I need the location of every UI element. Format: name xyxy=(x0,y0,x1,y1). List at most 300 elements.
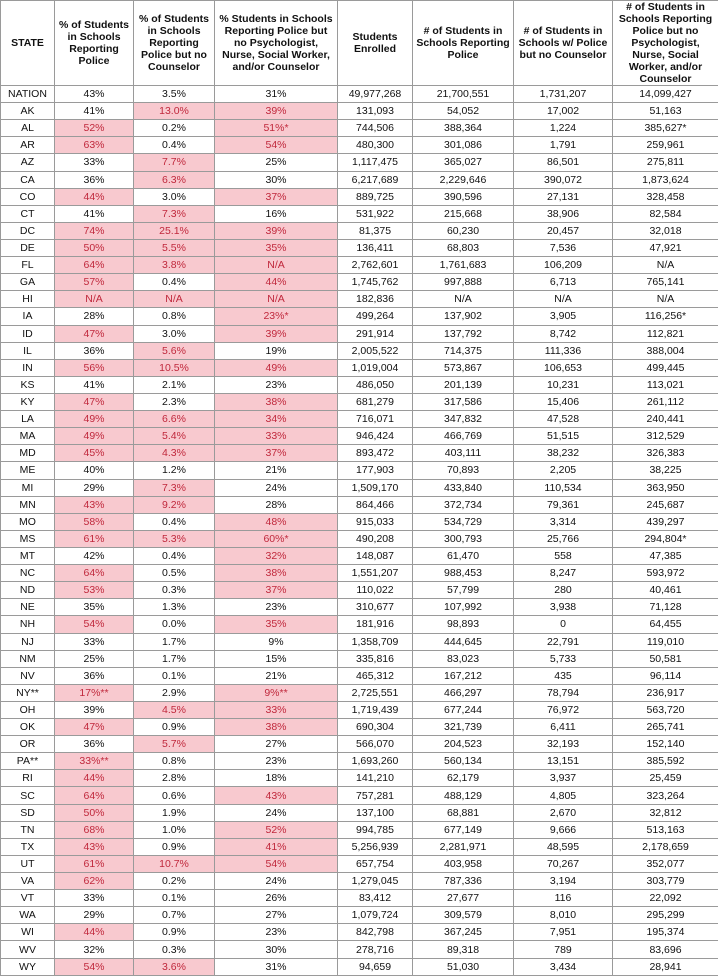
cell-pct-police: 50% xyxy=(55,239,134,256)
cell-num-police-no-support: 265,741 xyxy=(613,719,718,736)
cell-num-police: 997,888 xyxy=(413,274,514,291)
cell-students-enrolled: 2,005,522 xyxy=(338,342,413,359)
cell-num-police-no-support: 303,779 xyxy=(613,873,718,890)
cell-students-enrolled: 994,785 xyxy=(338,821,413,838)
cell-num-police: 62,179 xyxy=(413,770,514,787)
cell-pct-police-no-support: 18% xyxy=(215,770,338,787)
table-row xyxy=(1,873,718,890)
cell-pct-police-no-support: 38% xyxy=(215,565,338,582)
cell-pct-police-no-counselor: 0.4% xyxy=(134,274,215,291)
cell-students-enrolled: 480,300 xyxy=(338,137,413,154)
cell-num-police: 388,364 xyxy=(413,120,514,137)
cell-state: AZ xyxy=(1,154,55,171)
cell-num-police-no-support: 513,163 xyxy=(613,821,718,838)
cell-pct-police-no-support: 60%* xyxy=(215,530,338,547)
header-pct-police: % of Students in Schools Reporting Police xyxy=(55,1,134,86)
cell-students-enrolled: 141,210 xyxy=(338,770,413,787)
cell-pct-police-no-support: 43% xyxy=(215,787,338,804)
cell-pct-police: 64% xyxy=(55,257,134,274)
cell-num-police: 714,375 xyxy=(413,342,514,359)
cell-state: IN xyxy=(1,359,55,376)
cell-pct-police: 40% xyxy=(55,462,134,479)
cell-students-enrolled: 1,719,439 xyxy=(338,701,413,718)
cell-pct-police-no-counselor: 0.9% xyxy=(134,924,215,941)
cell-num-police: 444,645 xyxy=(413,633,514,650)
cell-num-police: 403,111 xyxy=(413,445,514,462)
cell-pct-police-no-counselor: 3.5% xyxy=(134,86,215,103)
table-row xyxy=(1,445,718,462)
cell-state: ME xyxy=(1,462,55,479)
table-row xyxy=(1,308,718,325)
cell-num-police-no-counselor: 5,733 xyxy=(514,650,613,667)
cell-state: KY xyxy=(1,393,55,410)
cell-num-police-no-counselor: 558 xyxy=(514,547,613,564)
cell-num-police-no-support: 32,812 xyxy=(613,804,718,821)
cell-state: GA xyxy=(1,274,55,291)
cell-num-police-no-counselor: 78,794 xyxy=(514,684,613,701)
cell-num-police: 98,893 xyxy=(413,616,514,633)
cell-num-police-no-counselor: 3,194 xyxy=(514,873,613,890)
cell-pct-police: 41% xyxy=(55,376,134,393)
cell-state: NE xyxy=(1,599,55,616)
cell-num-police-no-support: 25,459 xyxy=(613,770,718,787)
cell-students-enrolled: 889,725 xyxy=(338,188,413,205)
cell-pct-police: 33% xyxy=(55,154,134,171)
cell-students-enrolled: 310,677 xyxy=(338,599,413,616)
cell-num-police: 365,027 xyxy=(413,154,514,171)
cell-state: MI xyxy=(1,479,55,496)
cell-pct-police: 41% xyxy=(55,103,134,120)
cell-state: VT xyxy=(1,890,55,907)
table-row xyxy=(1,222,718,239)
table-row xyxy=(1,838,718,855)
cell-pct-police: 74% xyxy=(55,222,134,239)
cell-pct-police-no-support: 23% xyxy=(215,376,338,393)
cell-num-police-no-counselor: 3,905 xyxy=(514,308,613,325)
cell-pct-police-no-support: 39% xyxy=(215,325,338,342)
cell-num-police-no-support: 326,383 xyxy=(613,445,718,462)
cell-num-police-no-counselor: 9,666 xyxy=(514,821,613,838)
table-row xyxy=(1,582,718,599)
cell-students-enrolled: 490,208 xyxy=(338,530,413,547)
cell-state: LA xyxy=(1,411,55,428)
cell-pct-police-no-support: 35% xyxy=(215,616,338,633)
cell-state: AR xyxy=(1,137,55,154)
cell-pct-police: 43% xyxy=(55,86,134,103)
cell-students-enrolled: 757,281 xyxy=(338,787,413,804)
cell-num-police-no-support: 323,264 xyxy=(613,787,718,804)
cell-state: RI xyxy=(1,770,55,787)
cell-pct-police-no-counselor: 0.7% xyxy=(134,907,215,924)
cell-students-enrolled: 1,745,762 xyxy=(338,274,413,291)
cell-pct-police: 54% xyxy=(55,616,134,633)
cell-num-police-no-support: 38,225 xyxy=(613,462,718,479)
cell-students-enrolled: 291,914 xyxy=(338,325,413,342)
cell-pct-police-no-counselor: 3.8% xyxy=(134,257,215,274)
cell-num-police: 137,902 xyxy=(413,308,514,325)
cell-state: CA xyxy=(1,171,55,188)
cell-num-police-no-support: 47,385 xyxy=(613,547,718,564)
cell-num-police-no-support: 328,458 xyxy=(613,188,718,205)
cell-num-police-no-counselor: 111,336 xyxy=(514,342,613,359)
cell-pct-police-no-counselor: 1.7% xyxy=(134,650,215,667)
cell-state: IL xyxy=(1,342,55,359)
cell-num-police-no-support: 28,941 xyxy=(613,958,718,975)
cell-num-police: 215,668 xyxy=(413,205,514,222)
cell-state: NC xyxy=(1,565,55,582)
cell-num-police-no-support: 385,592 xyxy=(613,753,718,770)
cell-students-enrolled: 6,217,689 xyxy=(338,171,413,188)
cell-state: CT xyxy=(1,205,55,222)
cell-state: FL xyxy=(1,257,55,274)
cell-num-police-no-counselor: 51,515 xyxy=(514,428,613,445)
cell-num-police: 347,832 xyxy=(413,411,514,428)
cell-students-enrolled: 1,693,260 xyxy=(338,753,413,770)
cell-pct-police-no-counselor: 0.0% xyxy=(134,616,215,633)
cell-num-police-no-counselor: 390,072 xyxy=(514,171,613,188)
cell-num-police: 167,212 xyxy=(413,667,514,684)
cell-num-police-no-counselor: 3,937 xyxy=(514,770,613,787)
table-row xyxy=(1,565,718,582)
cell-pct-police: 43% xyxy=(55,496,134,513)
table-row xyxy=(1,667,718,684)
cell-num-police: 300,793 xyxy=(413,530,514,547)
cell-num-police-no-counselor: 7,536 xyxy=(514,239,613,256)
table-row xyxy=(1,804,718,821)
cell-students-enrolled: 2,762,601 xyxy=(338,257,413,274)
cell-pct-police-no-counselor: N/A xyxy=(134,291,215,308)
cell-state: NH xyxy=(1,616,55,633)
cell-state: MA xyxy=(1,428,55,445)
cell-pct-police: 36% xyxy=(55,736,134,753)
cell-num-police-no-counselor: 8,247 xyxy=(514,565,613,582)
cell-state: UT xyxy=(1,855,55,872)
cell-num-police-no-counselor: 38,232 xyxy=(514,445,613,462)
cell-num-police: 573,867 xyxy=(413,359,514,376)
cell-students-enrolled: 744,506 xyxy=(338,120,413,137)
cell-pct-police-no-support: 37% xyxy=(215,445,338,462)
cell-pct-police-no-counselor: 10.7% xyxy=(134,855,215,872)
cell-state: NATION xyxy=(1,86,55,103)
cell-state: CO xyxy=(1,188,55,205)
cell-num-police-no-counselor: N/A xyxy=(514,291,613,308)
cell-pct-police: 68% xyxy=(55,821,134,838)
cell-pct-police: 56% xyxy=(55,359,134,376)
cell-pct-police-no-support: N/A xyxy=(215,291,338,308)
cell-students-enrolled: 278,716 xyxy=(338,941,413,958)
table-row xyxy=(1,86,718,103)
table-row xyxy=(1,154,718,171)
cell-num-police: 301,086 xyxy=(413,137,514,154)
cell-num-police-no-counselor: 15,406 xyxy=(514,393,613,410)
cell-students-enrolled: 1,358,709 xyxy=(338,633,413,650)
cell-pct-police: 52% xyxy=(55,120,134,137)
cell-num-police-no-support: 240,441 xyxy=(613,411,718,428)
cell-pct-police: 61% xyxy=(55,530,134,547)
cell-num-police: 2,229,646 xyxy=(413,171,514,188)
cell-state: AK xyxy=(1,103,55,120)
cell-students-enrolled: 1,019,004 xyxy=(338,359,413,376)
cell-num-police: 677,244 xyxy=(413,701,514,718)
cell-state: KS xyxy=(1,376,55,393)
cell-students-enrolled: 335,816 xyxy=(338,650,413,667)
cell-num-police-no-support: 113,021 xyxy=(613,376,718,393)
cell-pct-police: 50% xyxy=(55,804,134,821)
cell-pct-police-no-counselor: 0.4% xyxy=(134,137,215,154)
cell-num-police-no-counselor: 79,361 xyxy=(514,496,613,513)
cell-num-police-no-support: 295,299 xyxy=(613,907,718,924)
header-students-enrolled: Students Enrolled xyxy=(338,1,413,86)
cell-pct-police-no-counselor: 1.2% xyxy=(134,462,215,479)
table-row xyxy=(1,855,718,872)
cell-num-police-no-support: 363,950 xyxy=(613,479,718,496)
cell-pct-police-no-support: 28% xyxy=(215,496,338,513)
cell-num-police-no-support: 1,873,624 xyxy=(613,171,718,188)
cell-num-police: 321,739 xyxy=(413,719,514,736)
cell-state: WV xyxy=(1,941,55,958)
table-row xyxy=(1,411,718,428)
cell-pct-police: 29% xyxy=(55,907,134,924)
cell-num-police-no-support: 312,529 xyxy=(613,428,718,445)
cell-num-police: 466,769 xyxy=(413,428,514,445)
cell-students-enrolled: 83,412 xyxy=(338,890,413,907)
cell-pct-police: 36% xyxy=(55,667,134,684)
cell-num-police-no-counselor: 20,457 xyxy=(514,222,613,239)
cell-pct-police-no-support: 54% xyxy=(215,855,338,872)
table-row xyxy=(1,753,718,770)
cell-num-police-no-counselor: 6,411 xyxy=(514,719,613,736)
cell-students-enrolled: 915,033 xyxy=(338,513,413,530)
cell-students-enrolled: 657,754 xyxy=(338,855,413,872)
table-row xyxy=(1,633,718,650)
table-row xyxy=(1,719,718,736)
cell-num-police: 488,129 xyxy=(413,787,514,804)
table-row xyxy=(1,137,718,154)
cell-pct-police-no-support: 23% xyxy=(215,599,338,616)
cell-num-police: 560,134 xyxy=(413,753,514,770)
cell-students-enrolled: 465,312 xyxy=(338,667,413,684)
cell-num-police-no-counselor: 435 xyxy=(514,667,613,684)
cell-num-police: 68,803 xyxy=(413,239,514,256)
cell-pct-police-no-counselor: 4.5% xyxy=(134,701,215,718)
cell-pct-police-no-support: 38% xyxy=(215,719,338,736)
cell-num-police-no-counselor: 25,766 xyxy=(514,530,613,547)
cell-num-police-no-counselor: 3,314 xyxy=(514,513,613,530)
cell-num-police-no-support: 119,010 xyxy=(613,633,718,650)
cell-num-police: 403,958 xyxy=(413,855,514,872)
cell-pct-police-no-support: 30% xyxy=(215,941,338,958)
cell-pct-police-no-support: 24% xyxy=(215,804,338,821)
cell-state: MN xyxy=(1,496,55,513)
cell-num-police-no-support: 152,140 xyxy=(613,736,718,753)
cell-num-police-no-counselor: 1,791 xyxy=(514,137,613,154)
cell-num-police: 372,734 xyxy=(413,496,514,513)
cell-pct-police-no-support: 24% xyxy=(215,479,338,496)
cell-pct-police-no-support: 37% xyxy=(215,582,338,599)
cell-num-police-no-support: 112,821 xyxy=(613,325,718,342)
cell-pct-police-no-support: 19% xyxy=(215,342,338,359)
cell-students-enrolled: 531,922 xyxy=(338,205,413,222)
cell-state: ID xyxy=(1,325,55,342)
cell-num-police: 107,992 xyxy=(413,599,514,616)
header-state: STATE xyxy=(1,1,55,86)
cell-num-police-no-support: N/A xyxy=(613,291,718,308)
table-row xyxy=(1,359,718,376)
cell-pct-police: 35% xyxy=(55,599,134,616)
cell-pct-police-no-support: 16% xyxy=(215,205,338,222)
cell-pct-police-no-counselor: 25.1% xyxy=(134,222,215,239)
cell-num-police-no-support: 563,720 xyxy=(613,701,718,718)
cell-students-enrolled: 1,509,170 xyxy=(338,479,413,496)
cell-state: DE xyxy=(1,239,55,256)
cell-state: NM xyxy=(1,650,55,667)
cell-num-police: 137,792 xyxy=(413,325,514,342)
cell-num-police-no-counselor: 17,002 xyxy=(514,103,613,120)
cell-pct-police-no-counselor: 5.3% xyxy=(134,530,215,547)
cell-num-police-no-counselor: 13,151 xyxy=(514,753,613,770)
cell-pct-police-no-support: 30% xyxy=(215,171,338,188)
cell-pct-police: 53% xyxy=(55,582,134,599)
cell-students-enrolled: 137,100 xyxy=(338,804,413,821)
cell-pct-police-no-support: 26% xyxy=(215,890,338,907)
cell-state: WI xyxy=(1,924,55,941)
cell-students-enrolled: 946,424 xyxy=(338,428,413,445)
table-row xyxy=(1,342,718,359)
cell-num-police: 317,586 xyxy=(413,393,514,410)
cell-students-enrolled: 110,022 xyxy=(338,582,413,599)
table-row xyxy=(1,958,718,975)
cell-state: IA xyxy=(1,308,55,325)
table-row xyxy=(1,239,718,256)
cell-pct-police-no-counselor: 0.3% xyxy=(134,941,215,958)
cell-students-enrolled: 181,916 xyxy=(338,616,413,633)
table-row xyxy=(1,291,718,308)
cell-num-police-no-support: 47,921 xyxy=(613,239,718,256)
cell-students-enrolled: 499,264 xyxy=(338,308,413,325)
cell-state: MO xyxy=(1,513,55,530)
cell-pct-police: 63% xyxy=(55,137,134,154)
cell-pct-police: 47% xyxy=(55,393,134,410)
cell-num-police: 677,149 xyxy=(413,821,514,838)
cell-pct-police-no-counselor: 0.1% xyxy=(134,667,215,684)
table-row xyxy=(1,530,718,547)
cell-num-police-no-counselor: 1,731,207 xyxy=(514,86,613,103)
cell-num-police-no-support: 32,018 xyxy=(613,222,718,239)
cell-pct-police: 43% xyxy=(55,838,134,855)
cell-num-police-no-support: 236,917 xyxy=(613,684,718,701)
cell-pct-police-no-counselor: 7.3% xyxy=(134,205,215,222)
table-row xyxy=(1,599,718,616)
cell-students-enrolled: 2,725,551 xyxy=(338,684,413,701)
cell-pct-police-no-support: 39% xyxy=(215,103,338,120)
cell-pct-police: 49% xyxy=(55,411,134,428)
table-row xyxy=(1,103,718,120)
cell-students-enrolled: 131,093 xyxy=(338,103,413,120)
cell-state: TN xyxy=(1,821,55,838)
cell-num-police: 204,523 xyxy=(413,736,514,753)
cell-state: AL xyxy=(1,120,55,137)
cell-num-police: 89,318 xyxy=(413,941,514,958)
table-row xyxy=(1,120,718,137)
cell-num-police-no-counselor: 106,209 xyxy=(514,257,613,274)
cell-pct-police-no-counselor: 0.4% xyxy=(134,513,215,530)
cell-num-police: 309,579 xyxy=(413,907,514,924)
cell-pct-police-no-counselor: 3.6% xyxy=(134,958,215,975)
cell-num-police-no-support: 14,099,427 xyxy=(613,86,718,103)
cell-students-enrolled: 94,659 xyxy=(338,958,413,975)
cell-pct-police-no-support: 23%* xyxy=(215,308,338,325)
cell-num-police-no-counselor: 4,805 xyxy=(514,787,613,804)
cell-pct-police: 17%** xyxy=(55,684,134,701)
cell-pct-police-no-counselor: 7.7% xyxy=(134,154,215,171)
cell-pct-police-no-counselor: 0.3% xyxy=(134,582,215,599)
cell-num-police-no-support: 2,178,659 xyxy=(613,838,718,855)
cell-state: DC xyxy=(1,222,55,239)
cell-students-enrolled: 1,079,724 xyxy=(338,907,413,924)
cell-pct-police: 47% xyxy=(55,719,134,736)
cell-pct-police-no-counselor: 2.1% xyxy=(134,376,215,393)
cell-pct-police: 44% xyxy=(55,924,134,941)
cell-pct-police-no-support: 24% xyxy=(215,873,338,890)
cell-pct-police: N/A xyxy=(55,291,134,308)
cell-num-police: 1,761,683 xyxy=(413,257,514,274)
table-row xyxy=(1,513,718,530)
cell-pct-police-no-counselor: 0.8% xyxy=(134,753,215,770)
cell-pct-police: 49% xyxy=(55,428,134,445)
cell-pct-police: 44% xyxy=(55,188,134,205)
cell-num-police: N/A xyxy=(413,291,514,308)
cell-num-police: 433,840 xyxy=(413,479,514,496)
cell-pct-police: 44% xyxy=(55,770,134,787)
cell-num-police-no-support: N/A xyxy=(613,257,718,274)
cell-num-police-no-counselor: 27,131 xyxy=(514,188,613,205)
cell-students-enrolled: 1,279,045 xyxy=(338,873,413,890)
cell-num-police-no-support: 294,804* xyxy=(613,530,718,547)
cell-num-police-no-support: 50,581 xyxy=(613,650,718,667)
table-row xyxy=(1,462,718,479)
cell-state: MT xyxy=(1,547,55,564)
table-row xyxy=(1,171,718,188)
cell-state: TX xyxy=(1,838,55,855)
cell-pct-police-no-support: 9%** xyxy=(215,684,338,701)
cell-pct-police-no-counselor: 3.0% xyxy=(134,188,215,205)
cell-pct-police-no-support: 31% xyxy=(215,86,338,103)
cell-pct-police-no-counselor: 0.9% xyxy=(134,719,215,736)
cell-pct-police-no-counselor: 2.3% xyxy=(134,393,215,410)
cell-pct-police: 58% xyxy=(55,513,134,530)
cell-students-enrolled: 177,903 xyxy=(338,462,413,479)
cell-pct-police-no-support: 32% xyxy=(215,547,338,564)
cell-num-police-no-counselor: 0 xyxy=(514,616,613,633)
cell-pct-police-no-support: 54% xyxy=(215,137,338,154)
header-row xyxy=(1,1,718,86)
cell-num-police: 70,893 xyxy=(413,462,514,479)
cell-num-police-no-support: 51,163 xyxy=(613,103,718,120)
cell-students-enrolled: 49,977,268 xyxy=(338,86,413,103)
cell-students-enrolled: 893,472 xyxy=(338,445,413,462)
cell-pct-police: 54% xyxy=(55,958,134,975)
cell-num-police-no-counselor: 8,742 xyxy=(514,325,613,342)
cell-num-police: 68,881 xyxy=(413,804,514,821)
cell-pct-police-no-counselor: 7.3% xyxy=(134,479,215,496)
cell-num-police: 21,700,551 xyxy=(413,86,514,103)
cell-state: HI xyxy=(1,291,55,308)
cell-num-police: 57,799 xyxy=(413,582,514,599)
cell-students-enrolled: 681,279 xyxy=(338,393,413,410)
cell-num-police-no-counselor: 47,528 xyxy=(514,411,613,428)
cell-pct-police-no-support: 35% xyxy=(215,239,338,256)
cell-pct-police-no-counselor: 13.0% xyxy=(134,103,215,120)
